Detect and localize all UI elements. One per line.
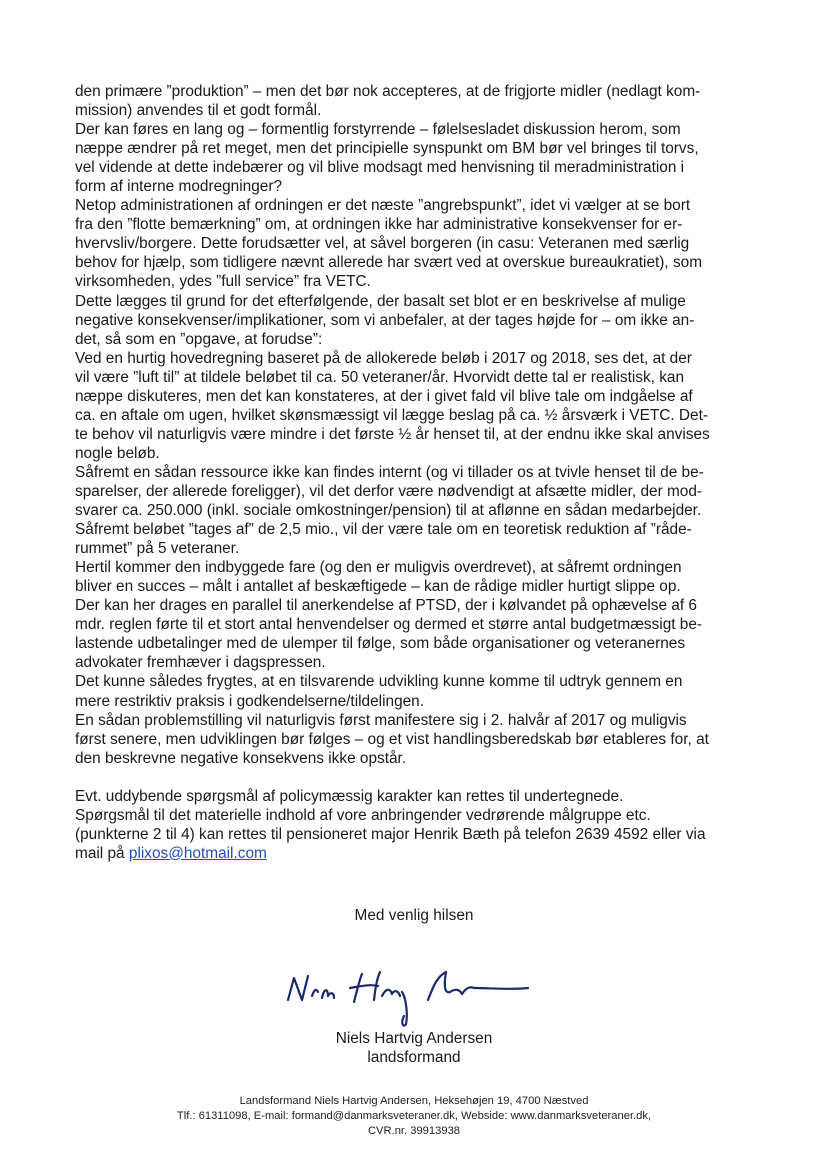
text-line: nogle beløb. [75, 444, 160, 462]
text-line: mission) anvendes til et godt formål. [75, 102, 322, 120]
contact-text [75, 787, 765, 844]
text-line: Der kan føres en lang og – formentlig forstyrrende – følelsesladet diskussion herom, som [75, 121, 681, 139]
signature-image [278, 962, 538, 1032]
text-line: Det kunne således frygtes, at en tilsvarende udvikling kunne komme til udtryk gennem en [75, 673, 683, 691]
text-line: næppe diskuteres, men det kan konstateres, at der i givet fald vil blive tale om indgåelse af [75, 387, 693, 405]
text-line: den primære ”produktion” – men det bør nok accepteres, at de frigjorte midler (nedlagt kom- [75, 83, 701, 100]
text-line: det, så som en ”opgave, at forudse”: [75, 330, 323, 348]
text-line: form af interne modregninger? [75, 178, 283, 196]
mail-prefix: mail på [75, 844, 129, 862]
text-line: Såfremt beløbet ”tages af” de 2,5 mio., vil der være tale om en teoretisk reduktion af ”råde- [75, 521, 692, 539]
text-line: behov for hjælp, som tidligere nævnt allerede har svært ved at overskue bureaukratiet), som [75, 254, 703, 272]
text-line: Der kan her drages en parallel til anerkendelse af PTSD, der i kølvandet på ophævelse af 6 [75, 597, 697, 615]
text-line: advokater fremhæver i dagspressen. [75, 654, 326, 672]
signer-name: Niels Hartvig Andersen [335, 1030, 493, 1047]
closing-greeting: Med venlig hilsen [354, 907, 474, 924]
text-line: først senere, men udviklingen bør følges – og et vist handlingsberedskab bør etableres for, at [75, 730, 709, 748]
text-line: svarer ca. 250.000 (inkl. sociale omkostninger/pension) til at aflønne en sådan medarbejder. [75, 502, 702, 520]
text-line: En sådan problemstilling vil naturligvis først manifestere sig i 2. halvår af 2017 og muligvis [75, 711, 687, 729]
text-line: te behov vil naturligvis være mindre i det første ½ år henset til, at der endnu ikke skal anvises [75, 425, 710, 443]
text-line: hvervsliv/borgere. Dette forudsætter vel, at såvel borgeren (in casu: Veteranen med særlig [75, 235, 690, 253]
text-line: bliver en succes – målt i antallet af beskæftigede – kan de rådige midler hurtigt slippe op. [75, 578, 681, 596]
text-line: Evt. uddybende spørgsmål af policymæssig karakter kan rettes til undertegnede. [75, 787, 624, 805]
footer-address: Landsformand Niels Hartvig Andersen, Heksehøjen 19, 4700 Næstved [239, 1095, 589, 1107]
text-line: fra den ”flotte bemærkning” om, at ordningen ikke har administrative konsekvenser for er- [75, 216, 683, 234]
footer-contact: Tlf.: 61311098, E-mail: formand@danmarksveteraner.dk, Webside: www.danmarksveteraner.dk, [176, 1110, 652, 1122]
text-line: Såfremt en sådan ressource ikke kan findes internt (og vi tillader os at tvivle henset til de be- [75, 463, 704, 481]
letter-body [75, 82, 765, 863]
text-line: Dette lægges til grund for det efterfølgende, der basalt set blot er en beskrivelse af mulige [75, 292, 686, 310]
handwritten-signature-icon [278, 962, 538, 1032]
text-line: negative konsekvenser/implikationer, som vi anbefaler, at der tages højde for – om ikke an- [75, 311, 695, 329]
text-line: Hertil kommer den indbyggede fare (og den er muligvis overdrevet), at såfremt ordningen [75, 559, 682, 577]
text-line: sparelser, der allerede foreligger), vil det derfor være nødvendigt at afsætte midler, der mod- [75, 482, 703, 500]
text-line: vil være ”luft til” at tildele beløbet til ca. 50 veteraner/år. Hvorvidt dette tal er realistisk, kan [75, 368, 685, 386]
text-line: virksomheden, ydes ”full service” fra VETC. [75, 273, 371, 291]
text-line: den beskrevne negative konsekvens ikke opstår. [75, 749, 407, 767]
text-line: (punkterne 2 til 4) kan rettes til pensioneret major Henrik Bæth på telefon 2639 4592 eller via [75, 825, 706, 843]
text-line: mere restriktiv praksis i godkendelserne/tildelingen. [75, 692, 425, 710]
text-line: ca. en aftale om ugen, hvilket skønsmæssigt vil lægge beslag på ca. ½ årsværk i VETC. Det- [75, 406, 708, 424]
footer-cvr: CVR.nr. 39913938 [367, 1125, 461, 1137]
mail-line [75, 844, 765, 863]
signer-title: landsformand [367, 1049, 461, 1066]
text-line: mdr. reglen førte til et stort antal henvendelser og dermed et større antal budgetmæssigt be- [75, 616, 703, 634]
text-line: Ved en hurtig hovedregning baseret på de allokerede beløb i 2017 og 2018, ses det, at der [75, 349, 692, 367]
text-line: Netop administrationen af ordningen er det næste ”angrebspunkt”, idet vi vælger at se bort [75, 197, 691, 215]
text-line: næppe ændrer på ret meget, men det principielle synspunkt om BM bør vel bringes til torvs, [75, 140, 699, 158]
body-text [75, 82, 765, 768]
text-line: lastende udbetalinger med de ulemper til følge, som både organisationer og veteranernes [75, 635, 686, 653]
text-line: Spørgsmål til det materielle indhold af vore anbringender vedrørende målgruppe etc. [75, 806, 651, 824]
email-link[interactable]: plixos@hotmail.com [128, 844, 267, 862]
paragraph-gap [75, 768, 765, 787]
text-line: rummet” på 5 veteraner. [75, 540, 240, 558]
text-line: vel vidende at dette indebærer og vil blive modsagt med henvisning til meradministration i [75, 159, 685, 177]
